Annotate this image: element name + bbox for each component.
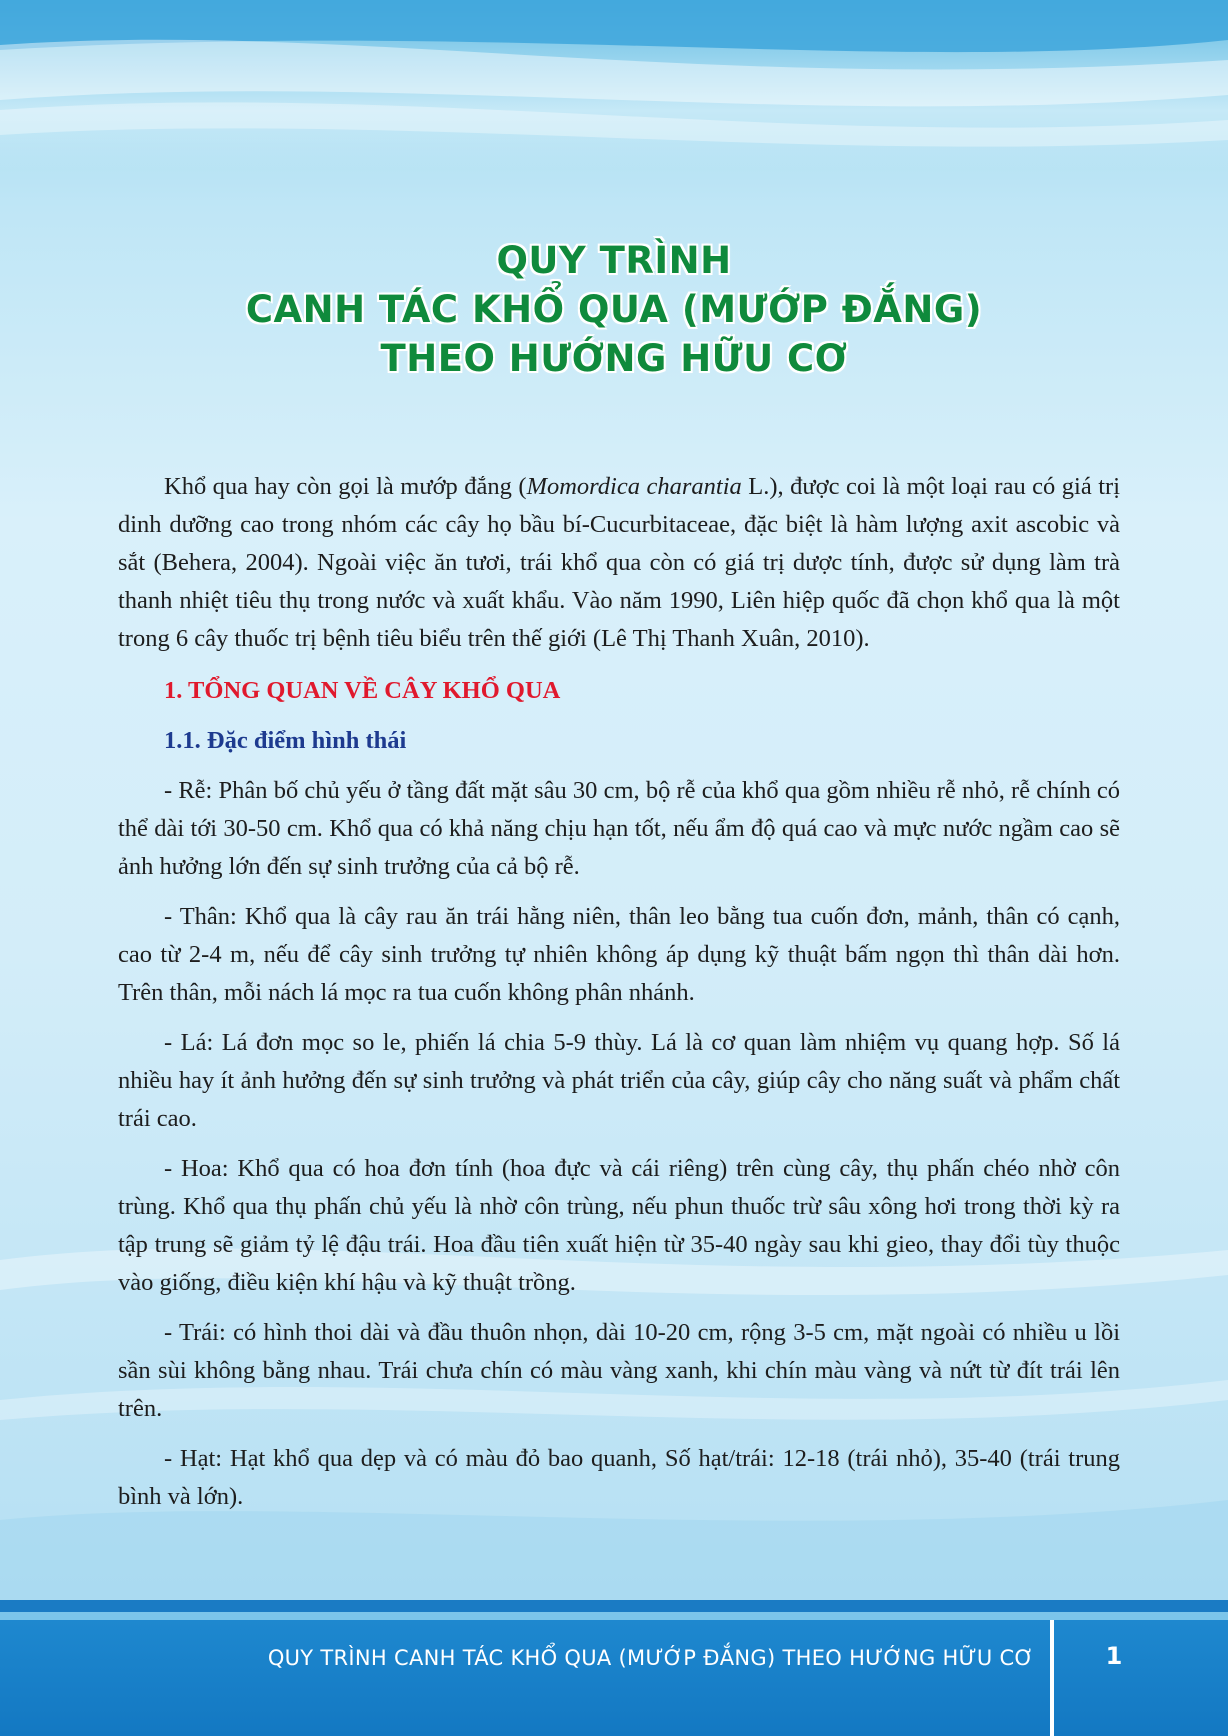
intro-text-start: Khổ qua hay còn gọi là mướp đắng ( (164, 473, 527, 500)
subsection-heading: 1.1. Đặc điểm hình thái (164, 727, 407, 754)
intro-paragraph (118, 468, 1120, 658)
item-seeds: - Hạt: Hạt khổ qua dẹp và có màu đỏ bao quanh, Số hạt/trái: 12-18 (trái nhỏ), 35-40 (trái trung bình và lớn). (118, 1445, 1120, 1510)
footer-running-title: QUY TRÌNH CANH TÁC KHỔ QUA (MƯỚP ĐẮNG) THEO HƯỚNG HỮU CƠ (267, 1646, 1034, 1670)
footer-divider (1050, 1620, 1054, 1736)
header-wave-decoration (0, 0, 1228, 170)
title-line-3: THEO HƯỚNG HỮU CƠ (380, 337, 848, 380)
footer-top-stripe (0, 1600, 1228, 1612)
item-stem: - Thân: Khổ qua là cây rau ăn trái hằng niên, thân leo bằng tua cuốn đơn, mảnh, thân có cạnh, cao từ 2-4 m, nếu để cây sinh trưởng tự nhiên không áp dụng kỹ thuật bấm ngọn thì thân dài hơn. Trên thân, mỗi nách lá mọc ra tua cuốn không phân nhánh. (118, 903, 1120, 1006)
intro-text-rest: L.), được coi là một loại rau có giá trị dinh dưỡng cao trong nhóm các cây họ bầu bí-Cucurbitaceae, đặc biệt là hàm lượng axit ascobic và sắt (Behera, 2004). Ngoài việc ăn tươi, trái khổ qua còn có giá trị dược tính, được sử dụng làm trà thanh nhiệt tiêu thụ trong nước và xuất khẩu. Vào năm 1990, Liên hiệp quốc đã chọn khổ qua là một trong 6 cây thuốc trị bệnh tiêu biểu trên thế giới (Lê Thị Thanh Xuân, 2010). (118, 473, 1120, 652)
item-roots: - Rễ: Phân bố chủ yếu ở tầng đất mặt sâu 30 cm, bộ rễ của khổ qua gồm nhiều rễ nhỏ, rễ chính có thể dài tới 30-50 cm. Khổ qua có khả năng chịu hạn tốt, nếu ẩm độ quá cao và mực nước ngầm cao sẽ ảnh hưởng lớn đến sự sinh trưởng của cả bộ rễ. (118, 777, 1120, 880)
section-heading: 1. TỔNG QUAN VỀ CÂY KHỔ QUA (164, 677, 561, 704)
title-line-1: QUY TRÌNH (496, 239, 732, 282)
item-fruit: - Trái: có hình thoi dài và đầu thuôn nhọn, dài 10-20 cm, rộng 3-5 cm, mặt ngoài có nhiều u lồi sần sùi không bằng nhau. Trái chưa chín có màu vàng xanh, khi chín màu vàng và nứt từ đít trái lên trên. (118, 1319, 1120, 1422)
document-body (118, 468, 1120, 1528)
item-flowers: - Hoa: Khổ qua có hoa đơn tính (hoa đực và cái riêng) trên cùng cây, thụ phấn chéo nhờ côn trùng. Khổ qua thụ phấn chủ yếu là nhờ côn trùng, nếu phun thuốc trừ sâu xông hơi trong thời kỳ ra tập trung sẽ giảm tỷ lệ đậu trái. Hoa đầu tiên xuất hiện từ 35-40 ngày sau khi gieo, thay đổi tùy thuộc vào giống, điều kiện khí hậu và kỹ thuật trồng. (118, 1155, 1120, 1296)
title-line-2: CANH TÁC KHỔ QUA (MƯỚP ĐẮNG) (245, 288, 983, 331)
page-number: 1 (1105, 1642, 1123, 1670)
footer-light-stripe (0, 1612, 1228, 1620)
species-name: Momordica charantia (526, 473, 742, 500)
item-leaves: - Lá: Lá đơn mọc so le, phiến lá chia 5-9 thùy. Lá là cơ quan làm nhiệm vụ quang hợp. Số lá nhiều hay ít ảnh hưởng đến sự sinh trưởng và phát triển của cây, giúp cây cho năng suất và phẩm chất trái cao. (118, 1029, 1120, 1132)
document-title (0, 236, 1228, 383)
footer-bar (0, 1620, 1228, 1736)
